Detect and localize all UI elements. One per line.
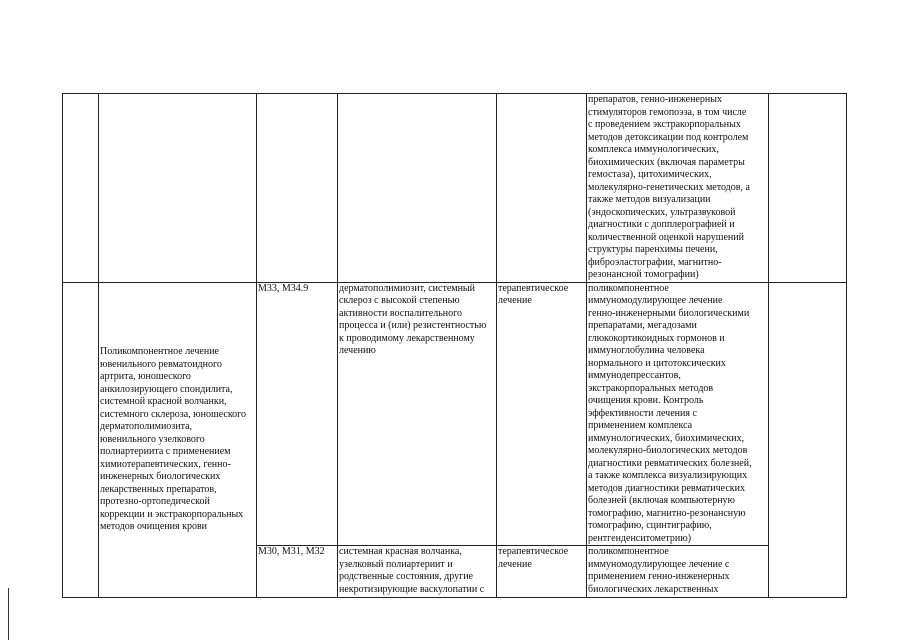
row-number-cell — [63, 282, 99, 598]
norm-cell — [769, 94, 847, 283]
patient-model-text: дерматополимиозит, системный склероз с высокой степенью активности воспалительного процесса и (или) резистентностью к проводимому лекарственному лечению — [339, 282, 487, 356]
page-edge-line — [8, 588, 9, 640]
treatment-type-cell — [497, 94, 587, 283]
care-name-cell — [99, 282, 257, 598]
treatment-method-text: поликомпонентное иммуномодулирующее лечение генно-инженерными биологическими препаратами, мегадозами глюкокортикоидных гормонов и иммуноглобулина человека нормального и цитотоксических иммунодепрессантов, экстракорпоральных методов очищения крови. Контроль эффективности лечения с применением комплекса иммунологических, биохимических, молекулярно-биологических методов диагностики ревматических болезней, а также комплекса визуализирующих методов диагностики ревматических болезней (включая компьютерную томографию, магнитно-резонансную томографию, сцинтиграфию, рентгенденситометрию) — [588, 282, 752, 544]
treatment-method-cell — [587, 282, 769, 546]
icd-codes-cell — [257, 546, 338, 598]
icd-codes-text: М30, М31, М32 — [258, 546, 325, 557]
patient-model-cell — [338, 282, 497, 546]
row-number-cell — [63, 94, 99, 283]
norm-cell — [769, 282, 847, 598]
care-name-cell — [99, 94, 257, 283]
table-row — [63, 282, 847, 546]
icd-codes-text: М33, М34.9 — [258, 282, 309, 294]
icd-codes-cell — [257, 94, 338, 283]
patient-model-cell — [338, 546, 497, 598]
treatment-type-text: терапевтическое лечение — [498, 546, 569, 570]
treatment-type-text: терапевтическое лечение — [498, 282, 569, 306]
treatment-method-text: поликомпонентное иммуномодулирующее лечение с применением генно-инженерных биологических лекарственных — [588, 546, 730, 595]
care-name-text: Поликомпонентное лечение ювенильного ревматоидного артрита, юношеского анкилозирующего спондилита, системной красной волчанки, системного склероза, юношеского дерматополимиозита, ювенильного узелкового полиартериита с применением химиотерапевтических, генно- инженерных биологических лекарственных препаратов, протезно-ортопедической коррекции и экстракорпоральных методов очищения крови — [100, 346, 247, 532]
treatment-type-cell — [497, 546, 587, 598]
treatment-method-cell — [587, 94, 769, 283]
treatment-type-cell — [497, 282, 587, 546]
table-row — [63, 94, 847, 283]
patient-model-text: системная красная волчанка, узелковый полиартериит и родственные состояния, другие некротизирующие васкулопатии с — [339, 546, 485, 595]
treatment-method-cell — [587, 546, 769, 598]
patient-model-cell — [338, 94, 497, 283]
icd-codes-cell — [257, 282, 338, 546]
medical-care-table — [62, 93, 847, 598]
treatment-method-text: препаратов, генно-инженерных стимуляторов гемопоэза, в том числе с проведением экстракорпоральных методов детоксикации под контролем комплекса иммунологических, биохимических (включая параметры гемостаза), цитохимических, молекулярно-генетических методов, а также методов визуализации (эндоскопических, ультразвуковой диагностики с допплерографией и количественной оценкой нарушений структуры паренхимы печени, фиброэластографии, магнитно- резонансной томографии) — [588, 94, 750, 280]
